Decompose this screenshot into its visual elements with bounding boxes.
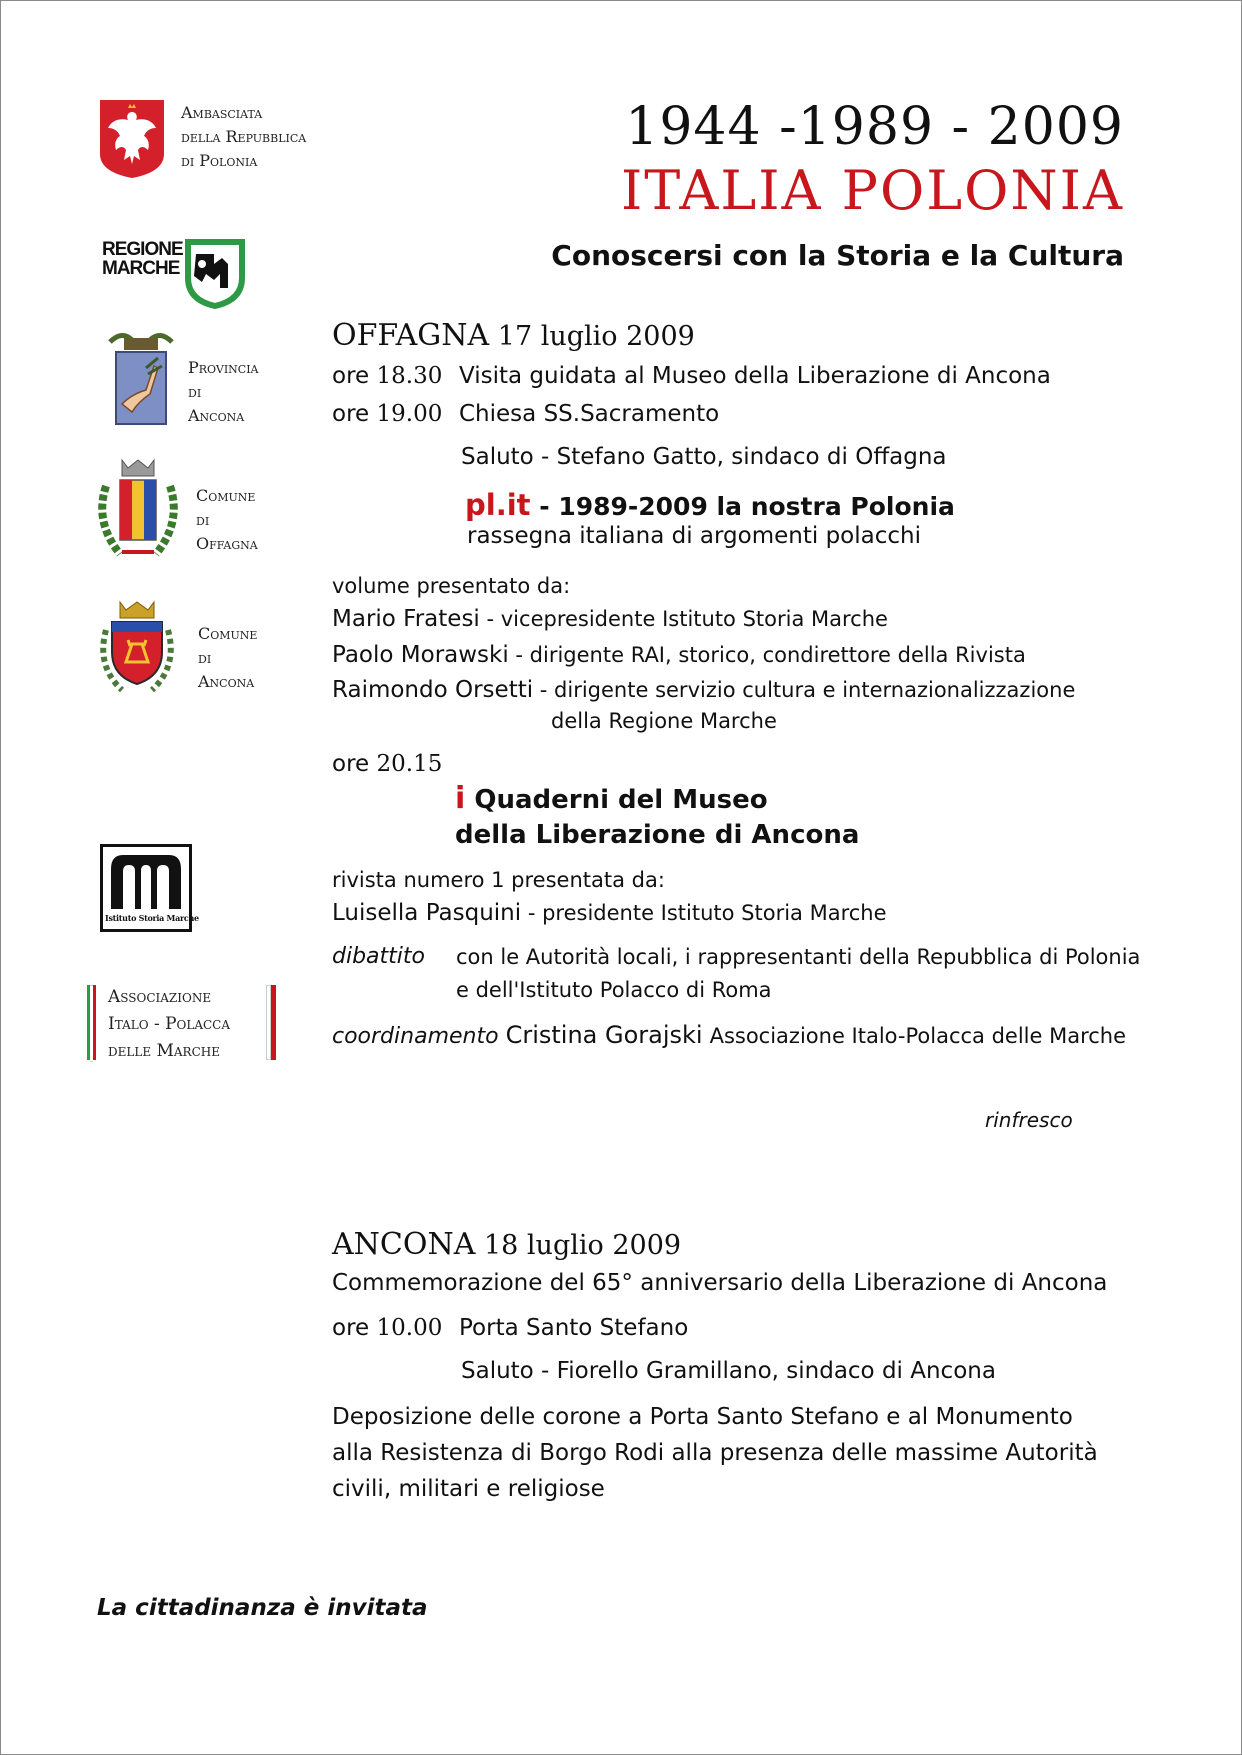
speaker-row: [332, 642, 1026, 668]
speaker-row: [332, 900, 887, 926]
dibattito-label: dibattito: [332, 944, 425, 969]
event-porta-santo-stefano: Porta Santo Stefano: [459, 1315, 689, 1341]
coordinator-name: Cristina Gorajski: [505, 1021, 703, 1049]
book-title: - 1989-2009 la nostra Polonia: [530, 492, 955, 521]
offagna-schedule-row-1: ore 18.30: [332, 363, 443, 389]
deposizione-paragraph: Deposizione delle corone a Porta Santo Stefano e al Monumento alla Resistenza di Borgo Rodi alla presenza delle massime Autorità civili, militari e religiose: [332, 1404, 1098, 1502]
ancona-place: ANCONA: [332, 1227, 476, 1262]
presented-by-label: volume presentato da:: [332, 574, 571, 598]
istituto-label: Istituto Storia Marche: [105, 913, 199, 923]
arches-icon: [109, 853, 183, 909]
page-title: ITALIA POLONIA: [620, 159, 1124, 222]
event-museum-visit: Visita guidata al Museo della Liberazione di Ancona: [459, 363, 1051, 389]
associazione-logo-text: Associazione Italo - Polacca delle Marche: [108, 987, 231, 1061]
offagna-place: OFFAGNA: [332, 318, 490, 353]
speaker-name: Luisella Pasquini: [332, 900, 522, 926]
quaderni-initial: i: [455, 781, 466, 816]
offagna-date: 17 luglio 2009: [497, 321, 695, 352]
offagna-heading: [332, 318, 695, 353]
dibattito-text-line-2: e dell'Istituto Polacco di Roma: [456, 978, 772, 1002]
time-18-30: 18.30: [376, 363, 443, 389]
time-20-15: 20.15: [376, 751, 443, 777]
speaker-role: - vicepresidente Istituto Storia Marche: [479, 607, 888, 631]
coordinator-role: Associazione Italo-Polacca delle Marche: [709, 1024, 1127, 1048]
quaderni-title-line-1: [455, 782, 768, 817]
offagna-schedule-row-3: ore 20.15: [332, 751, 443, 777]
speaker-row: [332, 677, 1075, 703]
speaker-role: - dirigente RAI, storico, condirettore della Rivista: [508, 643, 1026, 667]
commemorazione-text: Commemorazione del 65° anniversario della Liberazione di Ancona: [332, 1270, 1108, 1296]
comune-ancona-logo-text: Comune di Ancona: [198, 624, 258, 691]
istituto-storia-marche-logo: [100, 844, 199, 932]
book-subtitle: rassegna italiana di argomenti polacchi: [467, 523, 921, 549]
regione-marche-shield-icon: [184, 238, 246, 310]
book-brand: pl.it: [465, 488, 531, 522]
polish-flag-red-stripe: [271, 985, 276, 1060]
offagna-coat-of-arms-icon: [92, 456, 184, 562]
quaderni-title: Quaderni del Museo: [465, 785, 768, 815]
speaker-role-continuation: della Regione Marche: [551, 709, 777, 733]
rivista-label: rivista numero 1 presentata da:: [332, 868, 665, 892]
ancona-schedule-row-1: ore 10.00: [332, 1315, 443, 1341]
coordination-row: [332, 1021, 1126, 1049]
speaker-name: Paolo Morawski: [332, 642, 509, 668]
italian-flag-red-stripe: [93, 985, 96, 1060]
rinfresco-note: rinfresco: [985, 1108, 1073, 1132]
dibattito-text-line-1: con le Autorità locali, i rappresentanti della Repubblica di Polonia: [456, 945, 1141, 969]
ancona-coat-of-arms-icon: [92, 596, 182, 696]
offagna-schedule-row-2: ore 19.00: [332, 401, 443, 427]
event-chiesa: Chiesa SS.Sacramento: [459, 401, 720, 427]
speaker-row: [332, 606, 888, 632]
regione-marche-logo: REGIONE MARCHE: [102, 239, 183, 279]
speaker-name: Raimondo Orsetti: [332, 677, 534, 703]
saluto-offagna: Saluto - Stefano Gatto, sindaco di Offagna: [461, 444, 947, 470]
saluto-ancona: Saluto - Fiorello Gramillano, sindaco di Ancona: [461, 1358, 996, 1384]
invitation-footer: La cittadinanza è invitata: [97, 1595, 428, 1621]
years-heading: 1944 -1989 - 2009: [625, 97, 1124, 157]
book-title-line: [465, 488, 955, 522]
polish-eagle-emblem-icon: [98, 98, 166, 180]
time-10-00: 10.00: [376, 1315, 443, 1341]
comune-offagna-logo-text: Comune di Offagna: [196, 486, 258, 553]
quaderni-title-line-2: della Liberazione di Ancona: [455, 820, 860, 850]
ancona-heading: [332, 1227, 681, 1262]
page-subtitle: Conoscersi con la Storia e la Cultura: [551, 239, 1124, 272]
embassy-logo-text: Ambasciata della Repubblica di Polonia: [181, 103, 307, 170]
time-19-00: 19.00: [376, 401, 443, 427]
speaker-name: Mario Fratesi: [332, 606, 480, 632]
coordination-label: coordinamento: [332, 1024, 499, 1049]
provincia-logo-text: Provincia di Ancona: [188, 358, 259, 425]
speaker-role: - presidente Istituto Storia Marche: [521, 901, 887, 925]
provincia-crest-icon: [102, 328, 180, 428]
speaker-role: - dirigente servizio cultura e internazionalizzazione: [533, 678, 1076, 702]
ancona-date: 18 luglio 2009: [483, 1230, 682, 1261]
